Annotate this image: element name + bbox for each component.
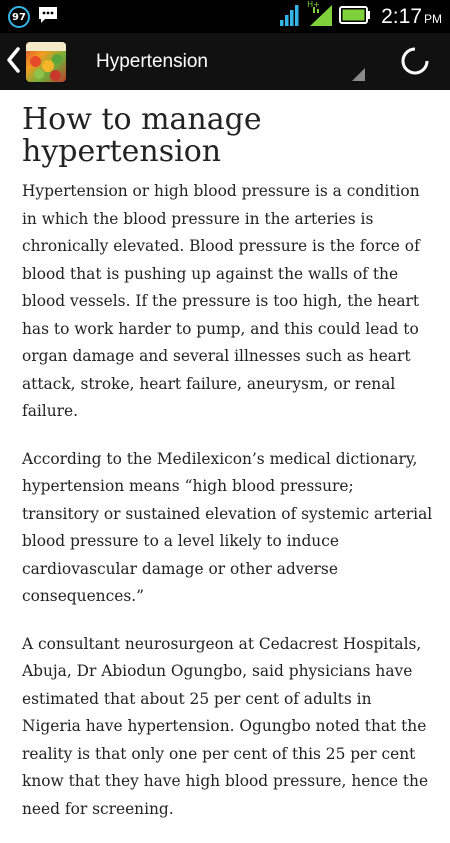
- notification-count-badge: 97: [8, 6, 30, 28]
- article-content: [22, 90, 434, 843]
- status-left-icons: [8, 5, 59, 29]
- clock-time: 2:17: [381, 4, 422, 28]
- article-paragraph: Hypertension or high blood pressure is a condition in which the blood pressure in the arteries is chronically elevated. Blood pressure is the force of blood that is pushing up against the walls of the blood vessels. If the pressure is too high, the heart has to work harder to pump, and this could lead to organ damage and several illnesses such as heart attack, stroke, heart failure, aneurysm, or renal failure.: [22, 182, 420, 420]
- clock: [381, 5, 442, 29]
- app-logo-icon: [26, 42, 66, 82]
- loading-spinner-icon: [400, 46, 430, 76]
- status-bar: [0, 0, 450, 33]
- battery-icon: [339, 6, 371, 28]
- network-type-label: H+: [307, 0, 320, 9]
- cellular-signal-icon: [307, 0, 333, 31]
- article-paragraph: A consultant neurosurgeon at Cedacrest Hospitals, Abuja, Dr Abiodun Ogungbo, said physicians have estimated that about 25 per cent of adults in Nigeria have hypertension. Ogungbo noted that the reality is that only one per cent of this 25 per cent know that they have high blood pressure, hence the need for screening.: [22, 634, 429, 818]
- wifi-signal-icon: [279, 3, 301, 31]
- article-heading: How to manage hypertension: [22, 102, 262, 169]
- overflow-indicator-icon[interactable]: [352, 68, 365, 81]
- chevron-left-icon: [6, 47, 20, 77]
- action-bar: [0, 33, 450, 90]
- page-title: Hypertension: [96, 51, 208, 72]
- status-right-icons: [279, 0, 442, 33]
- clock-ampm: PM: [424, 11, 442, 26]
- up-navigation-button[interactable]: [6, 33, 86, 90]
- chat-icon: [37, 5, 59, 29]
- article-paragraph: According to the Medilexicon’s medical dictionary, hypertension means “high blood pressure; transitory or sustained elevation of systemic arterial blood pressure to a level likely to induce cardiovascular damage or other adverse consequences.”: [22, 449, 433, 605]
